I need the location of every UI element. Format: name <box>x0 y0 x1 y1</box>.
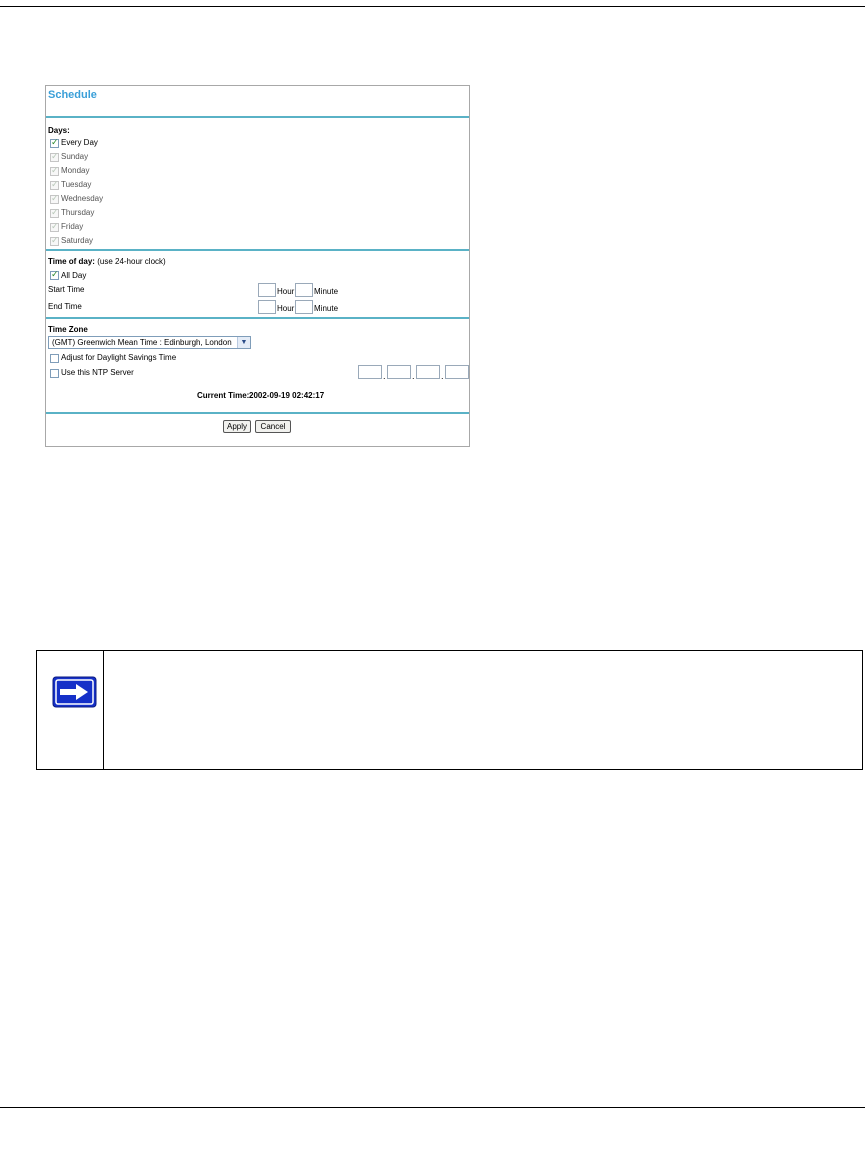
all-day-label: All Day <box>61 271 87 280</box>
ip-dot: . <box>412 371 415 381</box>
wednesday-checkbox[interactable] <box>50 195 59 204</box>
friday-checkbox[interactable] <box>50 223 59 232</box>
days-heading: Days: <box>48 126 70 135</box>
note-icon-cell <box>37 651 104 769</box>
end-hour-label: Hour <box>277 304 295 313</box>
end-minute-input[interactable] <box>295 300 313 314</box>
footer-rule <box>0 1107 865 1108</box>
start-minute-input[interactable] <box>295 283 313 297</box>
note-box <box>36 650 863 770</box>
divider <box>46 249 469 251</box>
divider <box>46 412 469 414</box>
ip-dot: . <box>383 371 386 381</box>
check-icon: ✓ <box>51 179 59 189</box>
divider <box>46 317 469 319</box>
wednesday-label: Wednesday <box>61 194 104 203</box>
every-day-checkbox[interactable] <box>50 139 59 148</box>
friday-label: Friday <box>61 222 84 231</box>
monday-label: Monday <box>61 166 90 175</box>
sunday-checkbox[interactable] <box>50 153 59 162</box>
daylight-savings-label: Adjust for Daylight Savings Time <box>61 353 177 362</box>
end-time-label: End Time <box>48 302 82 311</box>
start-hour-label: Hour <box>277 287 295 296</box>
check-icon: ✓ <box>51 221 59 231</box>
check-icon: ✓ <box>51 207 59 217</box>
sunday-label: Sunday <box>61 152 89 161</box>
current-time-label: Current Time: <box>197 391 250 400</box>
ntp-octet-2-input[interactable] <box>387 365 411 379</box>
time-of-day-heading <box>48 257 166 267</box>
daylight-savings-checkbox[interactable] <box>50 354 59 363</box>
saturday-checkbox[interactable] <box>50 237 59 246</box>
ntp-octet-3-input[interactable] <box>416 365 440 379</box>
time-zone-select[interactable] <box>48 336 251 349</box>
check-icon: ✓ <box>51 193 59 203</box>
all-day-checkbox[interactable] <box>50 271 59 280</box>
cancel-button[interactable]: Cancel <box>255 420 291 433</box>
check-icon: ✓ <box>51 235 59 245</box>
ntp-octet-4-input[interactable] <box>445 365 469 379</box>
time-zone-heading: Time Zone <box>48 325 88 334</box>
ntp-server-checkbox[interactable] <box>50 369 59 378</box>
apply-button[interactable]: Apply <box>223 420 251 433</box>
start-minute-label: Minute <box>314 287 339 296</box>
check-icon: ✓ <box>51 269 59 279</box>
tuesday-label: Tuesday <box>61 180 92 189</box>
time-of-day-title: Time of day: <box>48 257 95 266</box>
thursday-checkbox[interactable] <box>50 209 59 218</box>
every-day-label: Every Day <box>61 138 98 147</box>
header-rule <box>0 6 865 7</box>
chevron-down-icon[interactable]: ▼ <box>237 337 250 348</box>
check-icon: ✓ <box>51 165 59 175</box>
tuesday-checkbox[interactable] <box>50 181 59 190</box>
arrow-right-icon <box>52 676 97 708</box>
start-time-label: Start Time <box>48 285 85 294</box>
ntp-server-label: Use this NTP Server <box>61 368 134 377</box>
current-time-value: 2002-09-19 02:42:17 <box>249 391 325 400</box>
start-hour-input[interactable] <box>258 283 276 297</box>
check-icon: ✓ <box>51 151 59 161</box>
clock-note: (use 24-hour clock) <box>94 257 166 266</box>
check-icon: ✓ <box>51 137 59 147</box>
monday-checkbox[interactable] <box>50 167 59 176</box>
thursday-label: Thursday <box>61 208 95 217</box>
ntp-octet-1-input[interactable] <box>358 365 382 379</box>
schedule-title: Schedule <box>48 89 97 101</box>
saturday-label: Saturday <box>61 236 94 245</box>
time-zone-value: (GMT) Greenwich Mean Time : Edinburgh, London <box>52 338 232 347</box>
divider <box>46 116 469 118</box>
end-hour-input[interactable] <box>258 300 276 314</box>
schedule-panel <box>45 85 470 447</box>
end-minute-label: Minute <box>314 304 339 313</box>
ip-dot: . <box>441 371 444 381</box>
